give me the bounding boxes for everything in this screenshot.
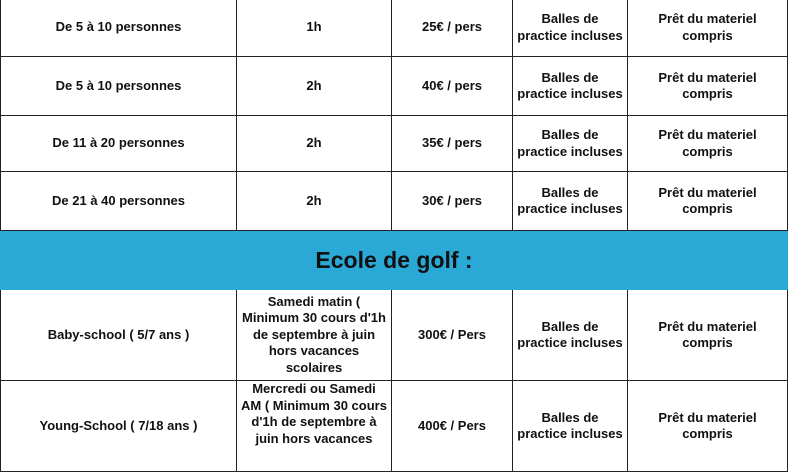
duration-cell: 2h bbox=[237, 172, 392, 231]
equipment-cell: Prêt du materiel compris bbox=[628, 172, 788, 231]
equipment-cell: Prêt du materiel compris bbox=[628, 57, 788, 116]
section-banner bbox=[1, 231, 788, 290]
group-size-cell: De 5 à 10 personnes bbox=[1, 0, 237, 57]
table-row bbox=[1, 116, 788, 172]
program-name-cell: Young-School ( 7/18 ans ) bbox=[1, 381, 237, 472]
price-cell: 400€ / Pers bbox=[392, 381, 513, 472]
price-cell: 300€ / Pers bbox=[392, 290, 513, 381]
balls-included-cell: Balles de practice incluses bbox=[513, 381, 628, 472]
duration-cell: 1h bbox=[237, 0, 392, 57]
equipment-cell: Prêt du materiel compris bbox=[628, 381, 788, 472]
price-cell: 25€ / pers bbox=[392, 0, 513, 57]
duration-cell: 2h bbox=[237, 57, 392, 116]
group-size-cell: De 21 à 40 personnes bbox=[1, 172, 237, 231]
equipment-cell: Prêt du materiel compris bbox=[628, 290, 788, 381]
table-row bbox=[1, 381, 788, 472]
table-row bbox=[1, 172, 788, 231]
balls-included-cell: Balles de practice incluses bbox=[513, 116, 628, 172]
equipment-cell: Prêt du materiel compris bbox=[628, 0, 788, 57]
price-cell: 30€ / pers bbox=[392, 172, 513, 231]
schedule-cell: Samedi matin ( Minimum 30 cours d'1h de septembre à juin hors vacances scolaires bbox=[237, 290, 392, 381]
table-row bbox=[1, 0, 788, 57]
balls-included-cell: Balles de practice incluses bbox=[513, 57, 628, 116]
price-cell: 35€ / pers bbox=[392, 116, 513, 172]
table-row bbox=[1, 290, 788, 381]
group-size-cell: De 11 à 20 personnes bbox=[1, 116, 237, 172]
duration-cell: 2h bbox=[237, 116, 392, 172]
equipment-cell: Prêt du materiel compris bbox=[628, 116, 788, 172]
balls-included-cell: Balles de practice incluses bbox=[513, 290, 628, 381]
table-row bbox=[1, 57, 788, 116]
balls-included-cell: Balles de practice incluses bbox=[513, 172, 628, 231]
price-cell: 40€ / pers bbox=[392, 57, 513, 116]
group-size-cell: De 5 à 10 personnes bbox=[1, 57, 237, 116]
section-title: Ecole de golf : bbox=[1, 231, 788, 290]
schedule-cell: Mercredi ou Samedi AM ( Minimum 30 cours d'1h de septembre à juin hors vacances bbox=[237, 381, 392, 472]
balls-included-cell: Balles de practice incluses bbox=[513, 0, 628, 57]
program-name-cell: Baby-school ( 5/7 ans ) bbox=[1, 290, 237, 381]
